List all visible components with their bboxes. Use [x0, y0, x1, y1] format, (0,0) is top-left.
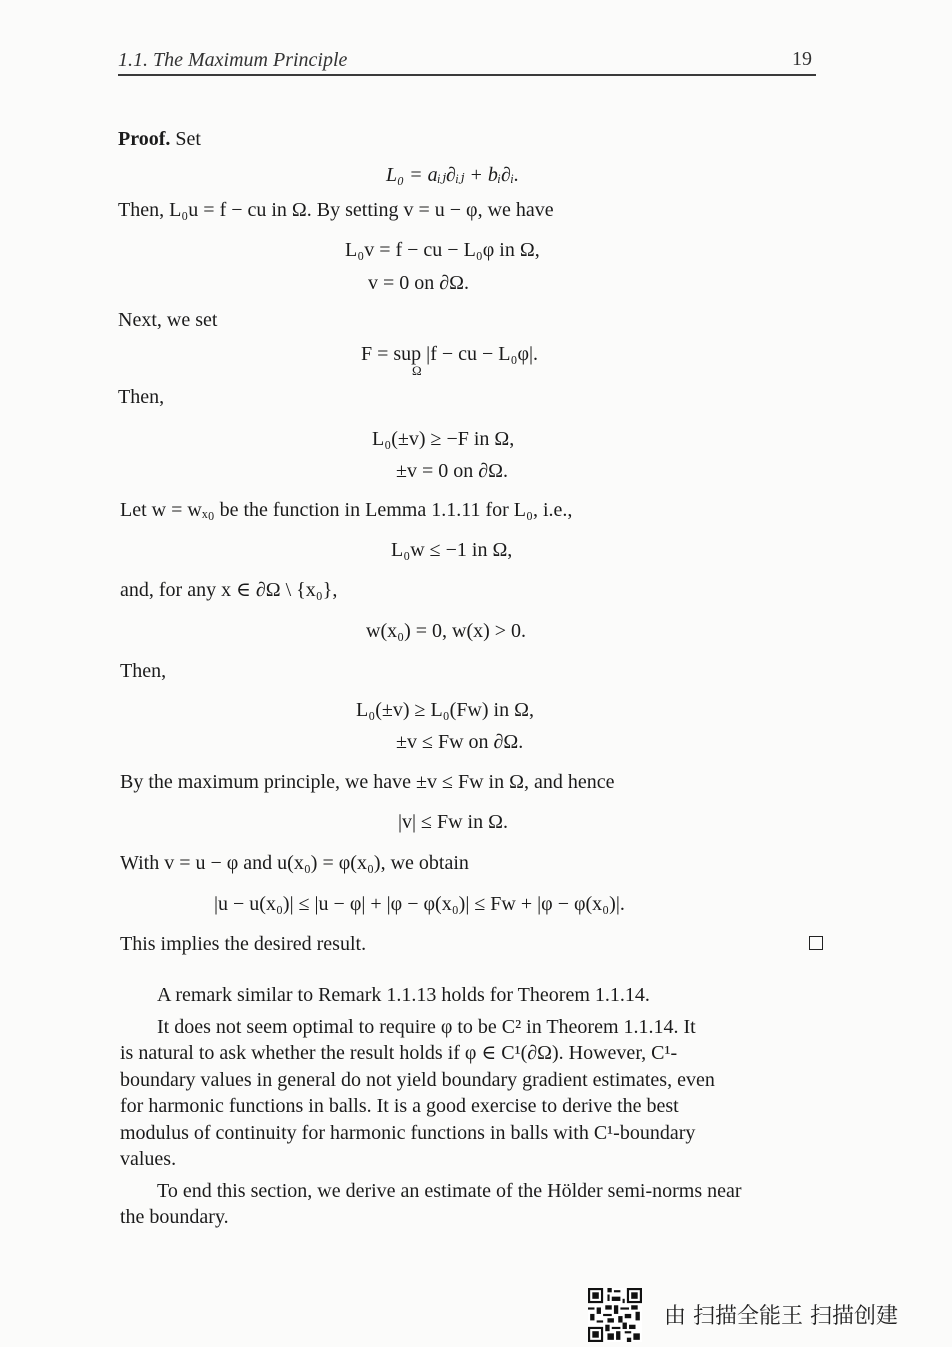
text-then-3: Then, [120, 660, 167, 682]
equation-F-subscript: Ω [412, 363, 422, 378]
paragraph-optimal-line-2: is natural to ask whether the result holds if φ ∈ C¹(∂Ω). However, C¹- [120, 1042, 678, 1064]
paragraph-end-line-2: the boundary. [120, 1206, 229, 1228]
text-and-for: and, for any x ∈ ∂Ω \ {x₀}, [120, 579, 338, 601]
qed-box [809, 936, 823, 950]
equation-w-x0: w(x₀) = 0, w(x) > 0. [366, 620, 527, 642]
paragraph-optimal-line-6: values. [120, 1148, 177, 1170]
equation-L0: L₀ = aᵢⱼ∂ᵢⱼ + bᵢ∂ᵢ. [386, 164, 520, 186]
proof-line [118, 127, 201, 151]
paragraph-optimal-line-3: boundary values in general do not yield boundary gradient estimates, even [120, 1069, 715, 1091]
text-remark: A remark similar to Remark 1.1.13 holds for Theorem 1.1.14. [157, 984, 650, 1006]
equation-v-zero: v = 0 on ∂Ω. [368, 272, 470, 294]
text-with-v: With v = u − φ and u(x₀) = φ(x₀), we obtain [120, 852, 469, 874]
header-rule [118, 74, 816, 76]
scanner-watermark-text: 由 扫描全能王 扫描创建 [664, 1304, 898, 1329]
equation-F: F = sup |f − cu − L₀φ|. [361, 343, 539, 365]
proof-set-text: Set [175, 128, 201, 150]
equation-pm-v-zero: ±v = 0 on ∂Ω. [396, 460, 509, 482]
equation-L0w: L₀w ≤ −1 in Ω, [391, 539, 513, 561]
equation-final: |u − u(x₀)| ≤ |u − φ| + |φ − φ(x₀)| ≤ Fw + |φ − φ(x₀)|. [214, 893, 625, 915]
text-next-set: Next, we set [118, 309, 218, 331]
paragraph-optimal-line-4: for harmonic functions in balls. It is a good exercise to derive the best [120, 1095, 679, 1117]
equation-L0v: L₀v = f − cu − L₀φ in Ω, [345, 239, 540, 261]
paragraph-optimal-line-5: modulus of continuity for harmonic functions in balls with C¹-boundary [120, 1122, 696, 1144]
running-title: 1.1. The Maximum Principle [118, 49, 348, 71]
text-by-max: By the maximum principle, we have ±v ≤ Fw in Ω, and hence [120, 771, 615, 793]
page-number: 19 [792, 48, 812, 70]
equation-abs-v: |v| ≤ Fw in Ω. [398, 811, 508, 833]
equation-pm-v-Fw: ±v ≤ Fw on ∂Ω. [396, 731, 524, 753]
equation-L0-pm-v: L₀(±v) ≥ −F in Ω, [372, 428, 515, 450]
proof-label: Proof. [118, 128, 171, 150]
paragraph-optimal-line-1: It does not seem optimal to require φ to be C² in Theorem 1.1.14. It [157, 1016, 696, 1038]
paragraph-end-line-1: To end this section, we derive an estimate of the Hölder semi-norms near [157, 1180, 742, 1202]
text-then-1: Then, L₀u = f − cu in Ω. By setting v = u − φ, we have [118, 199, 554, 221]
qr-code-icon [585, 1288, 645, 1342]
text-implies: This implies the desired result. [120, 933, 367, 955]
text-then-2: Then, [118, 386, 165, 408]
equation-L0-Fw: L₀(±v) ≥ L₀(Fw) in Ω, [356, 699, 534, 721]
text-let-w: Let w = wₓ₀ be the function in Lemma 1.1.11 for L₀, i.e., [120, 499, 573, 521]
